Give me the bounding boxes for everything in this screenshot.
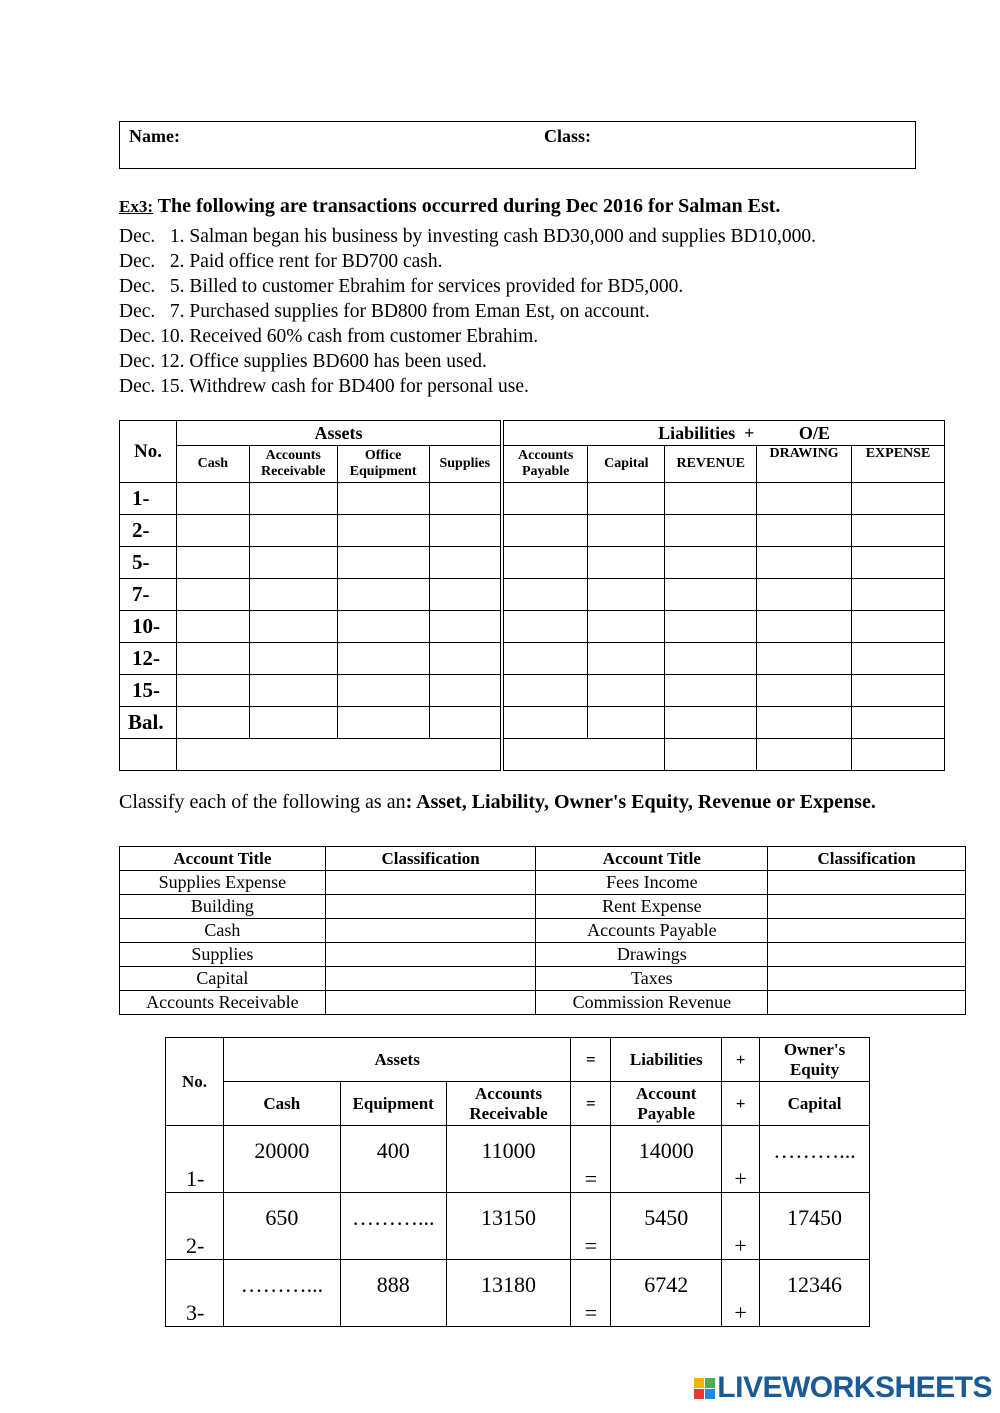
entry-cell[interactable] xyxy=(176,579,249,611)
classify-instruction xyxy=(119,789,879,815)
classification-cell[interactable] xyxy=(325,919,536,943)
col-capital: Capital xyxy=(588,446,665,483)
transaction-item: Dec. 1. Salman began his business by investing cash BD30,000 and supplies BD10,000. xyxy=(119,226,817,247)
ap-value: 14000 xyxy=(611,1126,722,1193)
transaction-item: Dec. 5. Billed to customer Ebrahim for services provided for BD5,000. xyxy=(119,276,684,297)
entry-cell[interactable] xyxy=(502,515,588,547)
name-class-box xyxy=(119,121,916,169)
exercise-label: Ex3: xyxy=(119,197,153,216)
col-account-title: Account Title xyxy=(120,847,326,871)
entry-cell[interactable] xyxy=(502,547,588,579)
equals-sign: = xyxy=(571,1193,611,1260)
table-row xyxy=(120,919,966,943)
entry-cell[interactable] xyxy=(249,611,337,643)
entry-cell[interactable] xyxy=(665,611,757,643)
entry-cell[interactable] xyxy=(337,515,429,547)
entry-cell[interactable] xyxy=(249,643,337,675)
entry-cell[interactable] xyxy=(502,483,588,515)
col-accounts-receivable: Accounts Receivable xyxy=(446,1082,571,1126)
col-classification: Classification xyxy=(325,847,536,871)
entry-cell[interactable] xyxy=(588,611,665,643)
entry-cell[interactable] xyxy=(429,643,502,675)
equipment-value: 400 xyxy=(340,1126,446,1193)
liabilities-total-cell[interactable] xyxy=(502,739,665,771)
plus-sign: + xyxy=(722,1193,760,1260)
entry-cell[interactable] xyxy=(665,739,757,771)
entry-cell[interactable] xyxy=(429,611,502,643)
row-label: 12- xyxy=(120,643,177,675)
entry-cell[interactable] xyxy=(665,483,757,515)
col-office-equipment: Office Equipment xyxy=(337,446,429,483)
col-revenue: REVENUE xyxy=(665,446,757,483)
entry-cell[interactable] xyxy=(588,547,665,579)
assets-total-cell[interactable] xyxy=(176,739,502,771)
table-row xyxy=(120,515,945,547)
entry-cell[interactable] xyxy=(429,675,502,707)
entry-cell[interactable] xyxy=(757,579,852,611)
entry-cell[interactable] xyxy=(429,707,502,739)
classification-cell[interactable] xyxy=(325,895,536,919)
classification-cell[interactable] xyxy=(768,895,966,919)
classification-cell[interactable] xyxy=(325,991,536,1015)
ap-value: 5450 xyxy=(611,1193,722,1260)
table-row xyxy=(120,967,966,991)
col-accounts-payable: Accounts Payable xyxy=(502,446,588,483)
table-row xyxy=(166,1126,870,1193)
col-account-title: Account Title xyxy=(536,847,768,871)
entry-cell[interactable] xyxy=(249,579,337,611)
col-expense: EXPENSE xyxy=(852,446,945,483)
ar-value: 11000 xyxy=(446,1126,571,1193)
classification-cell[interactable] xyxy=(325,943,536,967)
row-label: 1- xyxy=(120,483,177,515)
table-row xyxy=(120,579,945,611)
entry-cell[interactable] xyxy=(176,707,249,739)
entry-cell[interactable] xyxy=(429,515,502,547)
classification-cell[interactable] xyxy=(768,871,966,895)
entry-cell[interactable] xyxy=(176,547,249,579)
entry-cell[interactable] xyxy=(757,611,852,643)
entry-cell[interactable] xyxy=(249,515,337,547)
total-row xyxy=(120,739,945,771)
col-drawing: DRAWING xyxy=(757,446,852,483)
row-label: Bal. xyxy=(120,707,177,739)
account-title: Rent Expense xyxy=(536,895,768,919)
entry-cell[interactable] xyxy=(757,643,852,675)
entry-cell[interactable] xyxy=(502,675,588,707)
row-label: 2- xyxy=(120,515,177,547)
assets-header: Assets xyxy=(176,421,502,446)
table-row xyxy=(166,1193,870,1260)
entry-cell[interactable] xyxy=(176,643,249,675)
row-number: 2- xyxy=(166,1193,224,1260)
logo-text: LIVEWORKSHEETS xyxy=(717,1371,992,1404)
entry-cell[interactable] xyxy=(588,579,665,611)
row-number: 1- xyxy=(166,1126,224,1193)
row-label: 5- xyxy=(120,547,177,579)
entry-cell[interactable] xyxy=(588,515,665,547)
classification-cell[interactable] xyxy=(768,967,966,991)
classification-cell[interactable] xyxy=(768,943,966,967)
col-cash: Cash xyxy=(223,1082,340,1126)
no-header: No. xyxy=(166,1038,224,1126)
entry-cell[interactable] xyxy=(665,675,757,707)
entry-cell[interactable] xyxy=(852,483,945,515)
entry-cell[interactable] xyxy=(757,547,852,579)
account-title: Cash xyxy=(120,919,326,943)
liveworksheets-logo xyxy=(694,1371,992,1405)
entry-cell[interactable] xyxy=(757,515,852,547)
name-label: Name: xyxy=(129,126,180,146)
entry-cell[interactable] xyxy=(665,547,757,579)
col-capital: Capital xyxy=(760,1082,870,1126)
account-title: Capital xyxy=(120,967,326,991)
equipment-blank[interactable]: ………... xyxy=(340,1193,446,1260)
entry-cell[interactable] xyxy=(665,707,757,739)
row-label: 15- xyxy=(120,675,177,707)
entry-cell[interactable] xyxy=(588,707,665,739)
entry-cell[interactable] xyxy=(852,707,945,739)
table-row xyxy=(120,991,966,1015)
row-label: 10- xyxy=(120,611,177,643)
account-title: Accounts Payable xyxy=(536,919,768,943)
ap-value: 6742 xyxy=(611,1260,722,1327)
entry-cell[interactable] xyxy=(337,483,429,515)
liabilities-header: Liabilities xyxy=(611,1038,722,1082)
account-title: Drawings xyxy=(536,943,768,967)
entry-cell[interactable] xyxy=(337,707,429,739)
classification-cell[interactable] xyxy=(768,919,966,943)
entry-cell[interactable] xyxy=(757,675,852,707)
entry-cell[interactable] xyxy=(176,515,249,547)
table-row xyxy=(120,675,945,707)
table-row xyxy=(120,895,966,919)
entry-cell[interactable] xyxy=(249,547,337,579)
cash-value: 20000 xyxy=(223,1126,340,1193)
liabilities-header: Liabilities + xyxy=(658,422,755,443)
table-row xyxy=(120,643,945,675)
classification-table xyxy=(119,846,966,1015)
entry-cell[interactable] xyxy=(249,483,337,515)
entry-cell[interactable] xyxy=(249,675,337,707)
entry-cell[interactable] xyxy=(852,515,945,547)
plus-sign: + xyxy=(722,1126,760,1193)
plus-sign: + xyxy=(722,1260,760,1327)
entry-cell[interactable] xyxy=(337,547,429,579)
accounting-equation-table xyxy=(119,420,945,771)
capital-value: 17450 xyxy=(760,1193,870,1260)
equals-sign: = xyxy=(571,1260,611,1327)
ar-value: 13180 xyxy=(446,1260,571,1327)
exercise-title xyxy=(119,195,780,218)
account-title: Building xyxy=(120,895,326,919)
entry-cell[interactable] xyxy=(665,515,757,547)
cash-value: 650 xyxy=(223,1193,340,1260)
account-title: Commission Revenue xyxy=(536,991,768,1015)
col-accounts-receivable: Accounts Receivable xyxy=(249,446,337,483)
entry-cell[interactable] xyxy=(502,611,588,643)
cash-blank[interactable]: ………... xyxy=(223,1260,340,1327)
entry-cell[interactable] xyxy=(588,675,665,707)
entry-cell[interactable] xyxy=(502,707,588,739)
row-number: 3- xyxy=(166,1260,224,1327)
exercise-title-text: The following are transactions occurred during Dec 2016 for Salman Est. xyxy=(157,195,781,217)
entry-cell[interactable] xyxy=(337,579,429,611)
account-title: Supplies Expense xyxy=(120,871,326,895)
equation-fill-table xyxy=(165,1037,870,1327)
entry-cell[interactable] xyxy=(588,483,665,515)
entry-cell[interactable] xyxy=(852,611,945,643)
blank-cell xyxy=(120,739,177,771)
liabilities-oe-header xyxy=(502,421,945,446)
entry-cell[interactable] xyxy=(757,739,852,771)
entry-cell[interactable] xyxy=(665,643,757,675)
entry-cell[interactable] xyxy=(502,643,588,675)
entry-cell[interactable] xyxy=(852,739,945,771)
entry-cell[interactable] xyxy=(852,675,945,707)
transaction-item: Dec. 15. Withdrew cash for BD400 for personal use. xyxy=(119,376,529,397)
transaction-list xyxy=(119,224,816,399)
entry-cell[interactable] xyxy=(757,707,852,739)
table-row xyxy=(120,483,945,515)
entry-cell[interactable] xyxy=(176,675,249,707)
table-row xyxy=(120,547,945,579)
entry-cell[interactable] xyxy=(502,579,588,611)
entry-cell[interactable] xyxy=(852,579,945,611)
account-title: Fees Income xyxy=(536,871,768,895)
plus-sign: + xyxy=(722,1082,760,1126)
table-row xyxy=(166,1260,870,1327)
col-supplies: Supplies xyxy=(429,446,502,483)
account-title: Supplies xyxy=(120,943,326,967)
owners-equity-header: Owner's Equity xyxy=(760,1038,870,1082)
entry-cell[interactable] xyxy=(429,483,502,515)
capital-value: 12346 xyxy=(760,1260,870,1327)
account-title: Taxes xyxy=(536,967,768,991)
entry-cell[interactable] xyxy=(429,579,502,611)
table-row xyxy=(120,707,945,739)
entry-cell[interactable] xyxy=(852,547,945,579)
oe-header: O/E xyxy=(798,422,830,443)
entry-cell[interactable] xyxy=(176,611,249,643)
col-cash: Cash xyxy=(176,446,249,483)
row-label: 7- xyxy=(120,579,177,611)
col-account-payable: Account Payable xyxy=(611,1082,722,1126)
no-header: No. xyxy=(120,421,177,483)
entry-cell[interactable] xyxy=(665,579,757,611)
transaction-item: Dec. 7. Purchased supplies for BD800 from Eman Est, on account. xyxy=(119,301,650,322)
class-label: Class: xyxy=(544,126,592,146)
col-equipment: Equipment xyxy=(340,1082,446,1126)
table-row xyxy=(120,611,945,643)
entry-cell[interactable] xyxy=(588,643,665,675)
entry-cell[interactable] xyxy=(249,707,337,739)
plus-sign: + xyxy=(722,1038,760,1082)
entry-cell[interactable] xyxy=(337,643,429,675)
equals-sign: = xyxy=(571,1126,611,1193)
entry-cell[interactable] xyxy=(176,483,249,515)
assets-header: Assets xyxy=(223,1038,571,1082)
equals-sign: = xyxy=(571,1082,611,1126)
classify-intro: Classify each of the following as an xyxy=(119,791,406,813)
logo-blocks-icon xyxy=(694,1378,715,1399)
account-title: Accounts Receivable xyxy=(120,991,326,1015)
classify-bold: : Asset, Liability, Owner's Equity, Revenue or Expense. xyxy=(405,791,876,813)
entry-cell[interactable] xyxy=(852,643,945,675)
ar-value: 13150 xyxy=(446,1193,571,1260)
entry-cell[interactable] xyxy=(429,547,502,579)
equipment-value: 888 xyxy=(340,1260,446,1327)
capital-blank[interactable]: ………... xyxy=(760,1126,870,1193)
transaction-item: Dec. 2. Paid office rent for BD700 cash. xyxy=(119,251,443,272)
classification-cell[interactable] xyxy=(325,871,536,895)
transaction-item: Dec. 10. Received 60% cash from customer Ebrahim. xyxy=(119,326,539,347)
classification-cell[interactable] xyxy=(325,967,536,991)
col-classification: Classification xyxy=(768,847,966,871)
transaction-item: Dec. 12. Office supplies BD600 has been used. xyxy=(119,351,487,372)
entry-cell[interactable] xyxy=(757,483,852,515)
classification-cell[interactable] xyxy=(768,991,966,1015)
table-row xyxy=(120,871,966,895)
equals-sign: = xyxy=(571,1038,611,1082)
entry-cell[interactable] xyxy=(337,611,429,643)
table-row xyxy=(120,943,966,967)
entry-cell[interactable] xyxy=(337,675,429,707)
